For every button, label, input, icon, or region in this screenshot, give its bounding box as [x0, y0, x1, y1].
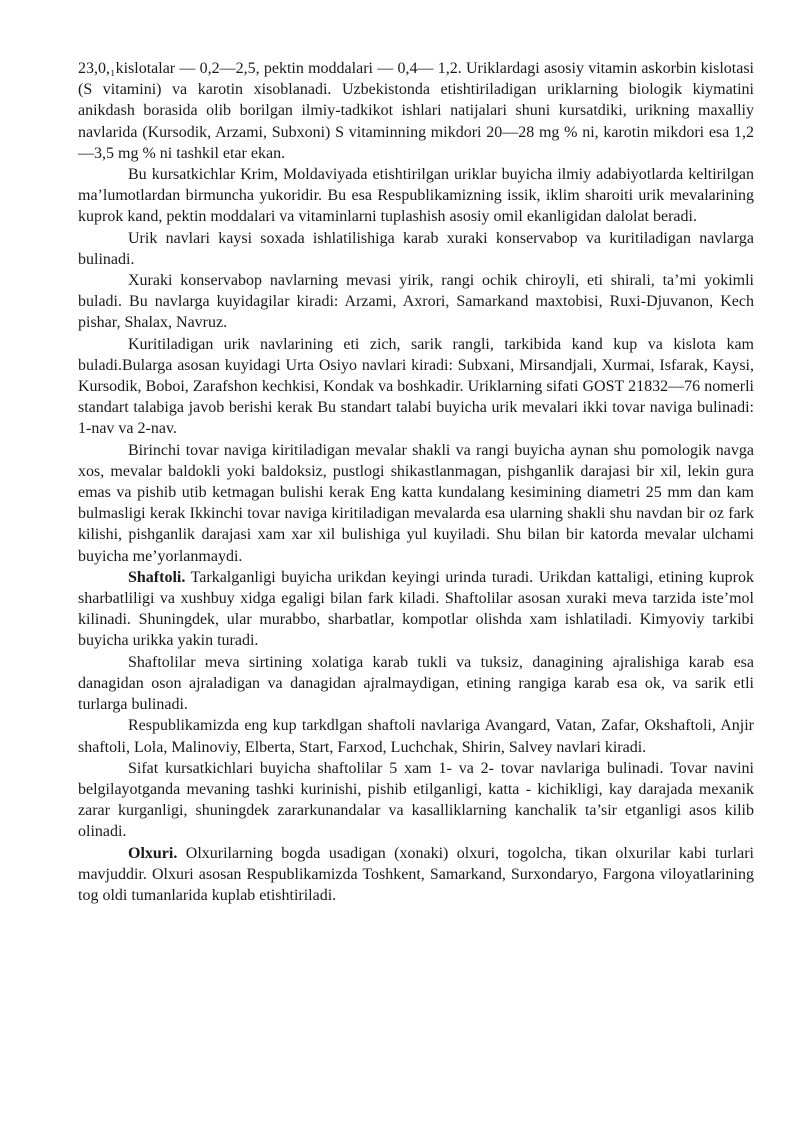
paragraph-text: Xuraki konservabop navlarning mevasi yirik, rangi ochik chiroyli, eti shirali, ta’mi yokimli buladi. Bu navlarga kuyidagilar kiradi: Arzami, Axrori, Samarkand maxtobisi, Ruxi-Djuvanon, Kech pishar, Shalax, Navruz. — [78, 272, 754, 332]
paragraph-text: Birinchi tovar naviga kiritiladigan mevalar shakli va rangi buyicha aynan shu pomologik navga xos, mevalar baldokli yoki baldoksiz, pustlogi shikastlanmagan, pishganlik darajasi bir xil, lekin gura emas va pishib utib ketmagan bulishi kerak Eng katta kundalang kesimining diametri 25 mm dan kam bulmasligi kerak Ikkinchi tovar naviga kiritiladigan mevalarda esa ularning shakli shu navdan bir oz fark kilishi, pishganlik darajasi xam xar xil bulishiga yul kuyiladi. Shu bilan bir katorda mevalar ulchami buyicha me’yorlanmaydi. — [78, 441, 754, 565]
paragraph-text: 23,0,₁kislotalar — 0,2—2,5, pektin moddalari — 0,4— 1,2. Uriklardagi asosiy vitamin askorbin kislotasi (S vitamini) va karotin xisoblanadi. Uzbekistonda etishtiriladigan uriklarning biologik kiymatini anikdash borasida olib borilgan ilmiy-tadkikot ishlari natijalari shuni kursatdiki, urikning maxalliy navlarida (Kursodik, Arzami, Subxoni) S vitaminning mikdori 20—28 mg % ni, karotin mikdori esa 1,2—3,5 mg % ni tashkil etar ekan. — [78, 60, 754, 162]
paragraph-urik-types — [78, 228, 754, 270]
paragraph-text: Olxurilarning bogda usadigan (xonaki) olxuri, togolcha, tikan olxurilar kabi turlari mavjuddir. Olxuri asosan Respublikamizda Toshkent, Samarkand, Surxondaryo, Fargona viloyatlarining tog oldi tumanlarida kuplab etishtiriladi. — [78, 844, 755, 904]
paragraph-text: Kuritiladigan urik navlarining eti zich, sarik rangli, tarkibida kand kup va kislota kam buladi.Bularga asosan kuyidagi Urta Osiyo navlari kiradi: Subxani, Mirsandjali, Xurmai, Isfarak, Kaysi, Kursodik, Boboi, Zarafshon kechkisi, Kondak va boshkadir. Uriklarning sifati GOST 21832—76 nomerli standart talabiga javob berishi kerak Bu standart talabi buyicha urik mevalari ikki tovar naviga bulinadi: 1-nav va 2-nav. — [78, 335, 754, 438]
paragraph-shaftoli-varieties — [78, 715, 754, 757]
paragraph-fresh-varieties — [78, 270, 754, 334]
paragraph-olxuri — [78, 843, 754, 907]
paragraph-first-grade — [78, 440, 754, 567]
paragraph-shaftoli-quality — [78, 758, 754, 843]
paragraph-text: Sifat kursatkichlari buyicha shaftolilar 5 xam 1- va 2- tovar navlariga bulinadi. Tovar navini belgilayotganda mevaning tashki kurinishi, pishib etilganligi, katta - kichikligi, kay darajada mexanik zarar kurganligi, shuningdek zararkunandalar va kasalliklarning kanchalik ta’sir etganligi asos kilib olinadi. — [78, 759, 754, 841]
paragraph-text: Urik navlari kaysi soxada ishlatilishiga karab xuraki konservabop va kuritiladigan navlarga bulinadi. — [78, 229, 754, 268]
paragraph-krim-comparison — [78, 164, 754, 228]
section-heading-olxuri: Olxuri. — [128, 844, 178, 862]
paragraph-text: Tarkalganligi buyicha urikdan keyingi urinda turadi. Urikdan kattaligi, etining kuprok sharbatliligi va xushbuy xidga egaligi bilan fark kiladi. Shaftolilar asosan xuraki meva tarzida iste’mol kilinadi. Shuningdek, ular murabbo, sharbatlar, kompotlar olishda xam ishlatiladi. Kimyoviy tarkibi buyicha urikka yakin turadi. — [78, 568, 754, 650]
paragraph-text: Respublikamizda eng kup tarkdlgan shaftoli navlariga Avangard, Vatan, Zafar, Okshaftoli, Anjir shaftoli, Lola, Malinoviy, Elberta, Start, Farxod, Luchchak, Shirin, Salvey navlari kiradi. — [78, 717, 754, 756]
paragraph-shaftoli — [78, 567, 754, 652]
paragraph-text: Shaftolilar meva sirtining xolatiga karab tukli va tuksiz, danagining ajralishiga karab esa danagidan oson ajraladigan va danagidan ajralmaydigan, etining rangiga karab esa ok, va sarik etli turlarga bulinadi. — [78, 653, 754, 714]
section-heading-shaftoli: Shaftoli. — [128, 568, 186, 586]
paragraph-vitamins — [78, 58, 754, 164]
document-page — [78, 58, 754, 906]
paragraph-shaftoli-types — [78, 652, 754, 716]
paragraph-dried-varieties — [78, 334, 754, 440]
paragraph-text: Bu kursatkichlar Krim, Moldaviyada etishtirilgan uriklar buyicha ilmiy adabiyotlarda keltirilgan ma’lumotlardan birmuncha yukoridir. Bu esa Respublikamizning issik, iklim sharoiti urik mevalarining kuprok kand, pektin moddalari va vitaminlarni tuplashish asosiy omil ekanligidan dalolat beradi. — [78, 166, 754, 226]
